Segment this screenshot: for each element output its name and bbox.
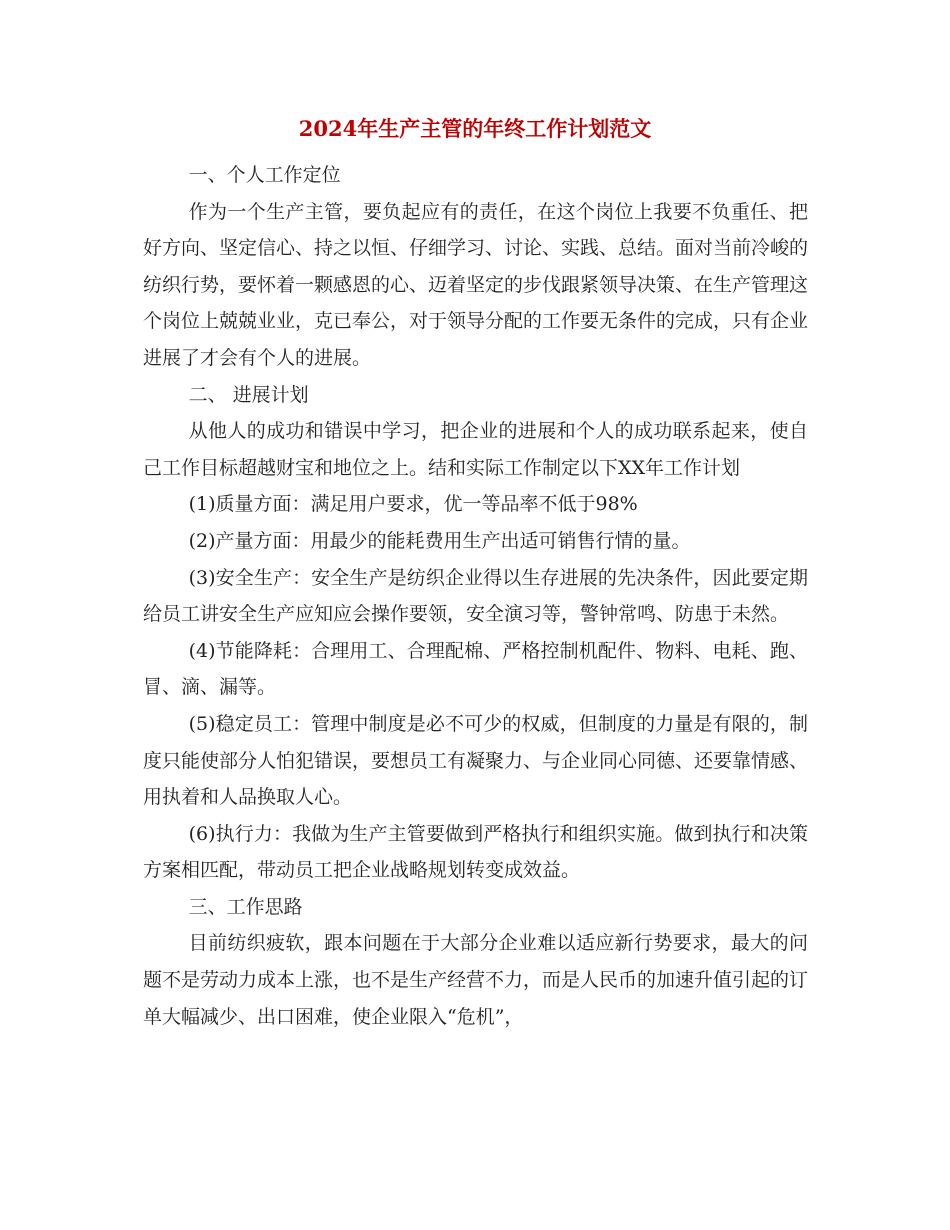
- list-item-quality: (1)质量方面：满足用户要求，优一等品率不低于98%: [188, 493, 638, 516]
- section-heading-3: 三、工作思路: [188, 895, 303, 918]
- list-item-safety: (3)安全生产：安全生产是纺织企业得以生存进展的先决条件，因此要定期给员工讲安全生产应知应会操作要领，安全演习等，警钟常鸣、防患于未然。: [143, 566, 808, 626]
- section-heading-1: 一、个人工作定位: [188, 164, 341, 186]
- document-body: [143, 157, 808, 1035]
- paragraph: 目前纺织疲软，跟本问题在于大部分企业难以适应新行势要求，最大的问题不是劳动力成本上涨，也不是生产经营不力，而是人民币的加速升值引起的订单大幅减少、出口困难，使企业限入“危机”，: [143, 932, 809, 1028]
- paragraph: 作为一个生产主管，要负起应有的责任，在这个岗位上我要不负重任、把好方向、坚定信心、持之以恒、仔细学习、讨论、实践、总结。面对当前冷峻的纺织行势，要怀着一颗感恩的心、迈着坚定的步伐跟紧领导决策、在生产管理这个岗位上兢兢业业，克已奉公，对于领导分配的工作要无条件的完成，只有企业进展了才会有个人的进展。: [143, 200, 809, 369]
- list-item-energy: (4)节能降耗：合理用工、合理配棉、严格控制机配件、物料、电耗、跑、冒、滴、漏等。: [143, 639, 808, 699]
- document-title: 2024年生产主管的年终工作计划范文: [298, 116, 652, 141]
- list-item-execution: (6)执行力：我做为生产主管要做到严格执行和组织实施。做到执行和决策方案相匹配，带动员工把企业战略规划转变成效益。: [143, 822, 808, 882]
- list-item-output: (2)产量方面：用最少的能耗费用生产出适可销售行情的量。: [188, 529, 691, 552]
- list-item-staff: (5)稳定员工：管理中制度是必不可少的权威，但制度的力量是有限的，制度只能使部分人怕犯错误，要想员工有凝聚力、与企业同心同德、还要靠情感、用执着和人品换取人心。: [143, 712, 809, 809]
- paragraph: 从他人的成功和错误中学习，把企业的进展和个人的成功联系起来，使自己工作目标超越财宝和地位之上。结和实际工作制定以下XX年工作计划: [143, 420, 808, 479]
- section-heading-2: 二、 进展计划: [188, 383, 309, 406]
